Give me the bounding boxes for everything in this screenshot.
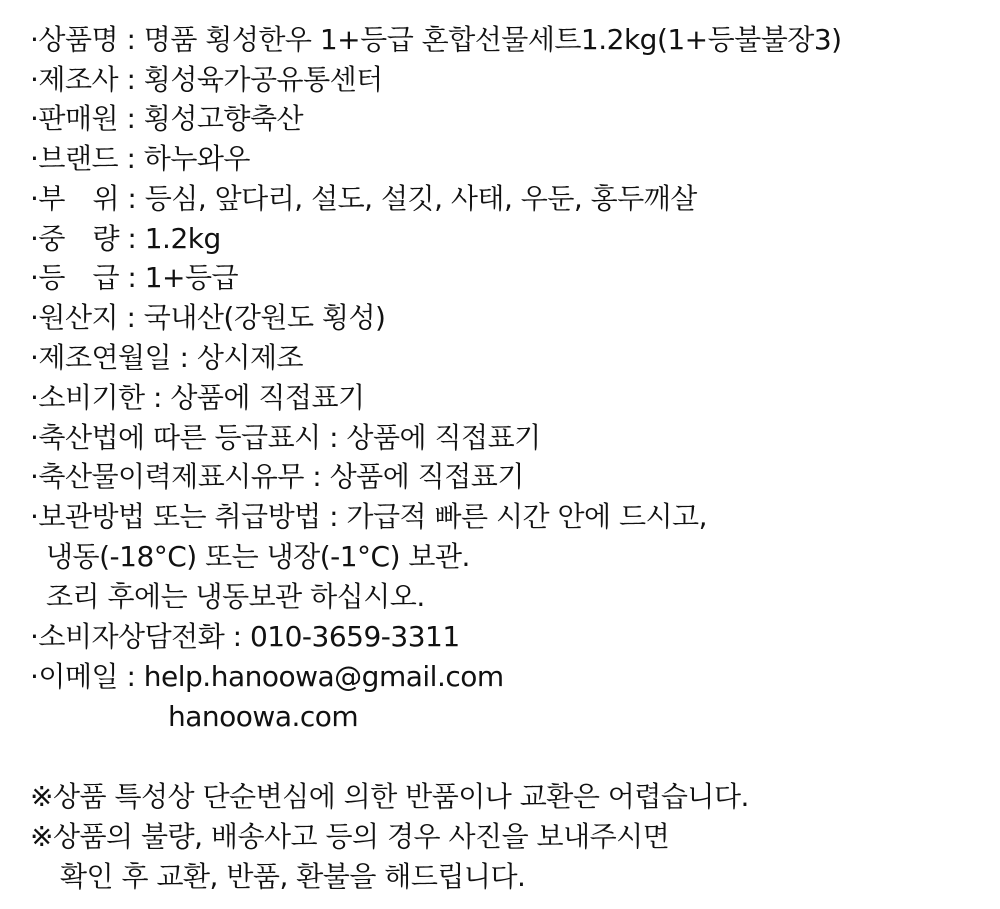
storage-row	[30, 497, 707, 537]
grade-display-value: 상품에 직접표기	[346, 421, 541, 454]
storage-line3-row	[46, 577, 425, 617]
parts-label: ·부 위 :	[30, 182, 145, 215]
expiry-value: 상품에 직접표기	[170, 381, 365, 414]
notice-defect-cont-text: 확인 후 교환, 반품, 환불을 해드립니다.	[60, 860, 526, 893]
seller-value: 횡성고향축산	[143, 102, 304, 135]
weight-label: ·중 량 :	[30, 222, 145, 255]
email-value: help.hanoowa@gmail.com	[143, 660, 504, 693]
storage-label: ·보관방법 또는 취급방법 :	[30, 500, 347, 533]
phone-row	[30, 617, 460, 657]
grade-display-label: ·축산법에 따른 등급표시 :	[30, 421, 347, 454]
production-date-value: 상시제조	[196, 341, 304, 374]
seller-row	[30, 99, 303, 139]
manufacturer-value: 횡성육가공유통센터	[143, 63, 383, 96]
origin-value: 국내산(강원도 횡성)	[143, 301, 386, 334]
traceability-row	[30, 457, 524, 497]
email-row	[30, 657, 504, 697]
expiry-row	[30, 378, 365, 418]
email-label: ·이메일 :	[30, 660, 144, 693]
product-name-value: 명품 횡성한우 1+등급 혼합선물세트1.2kg(1+등불불장3)	[143, 23, 842, 56]
storage-line1: 가급적 빠른 시간 안에 드시고,	[346, 500, 708, 533]
weight-value: 1.2kg	[144, 222, 221, 255]
storage-line3: 조리 후에는 냉동보관 하십시오.	[46, 580, 425, 613]
traceability-value: 상품에 직접표기	[329, 460, 524, 493]
manufacturer-row	[30, 60, 383, 100]
brand-label: ·브랜드 :	[30, 142, 144, 175]
website-row	[168, 697, 358, 737]
grade-row	[30, 258, 238, 298]
production-date-label: ·제조연월일 :	[30, 341, 197, 374]
parts-value: 등심, 앞다리, 설도, 설깃, 사태, 우둔, 홍두깨살	[144, 182, 697, 215]
website-value: hanoowa.com	[168, 700, 359, 733]
notice-defect-text: ※상품의 불량, 배송사고 등의 경우 사진을 보내주시면	[30, 820, 670, 853]
grade-label: ·등 급 :	[30, 261, 145, 294]
origin-label: ·원산지 :	[30, 301, 144, 334]
weight-row	[30, 219, 221, 259]
grade-value: 1+등급	[144, 261, 239, 294]
product-name-row	[30, 20, 842, 60]
manufacturer-label: ·제조사 :	[30, 63, 144, 96]
grade-display-row	[30, 418, 541, 458]
phone-value: 010-3659-3311	[249, 620, 460, 653]
seller-label: ·판매원 :	[30, 102, 144, 135]
storage-line2-row	[46, 537, 470, 577]
origin-row	[30, 298, 385, 338]
notice-no-return-text: ※상품 특성상 단순변심에 의한 반품이나 교환은 어렵습니다.	[30, 780, 749, 813]
product-name-label: ·상품명 :	[30, 23, 144, 56]
production-date-row	[30, 338, 303, 378]
brand-row	[30, 139, 250, 179]
parts-row	[30, 179, 697, 219]
notice-defect-cont	[60, 857, 525, 897]
traceability-label: ·축산물이력제표시유무 :	[30, 460, 330, 493]
storage-line2: 냉동(-18°C) 또는 냉장(-1°C) 보관.	[46, 540, 470, 573]
notice-no-return	[30, 777, 749, 817]
expiry-label: ·소비기한 :	[30, 381, 171, 414]
phone-label: ·소비자상담전화 :	[30, 620, 250, 653]
notice-defect	[30, 817, 669, 857]
brand-value: 하누와우	[143, 142, 250, 175]
